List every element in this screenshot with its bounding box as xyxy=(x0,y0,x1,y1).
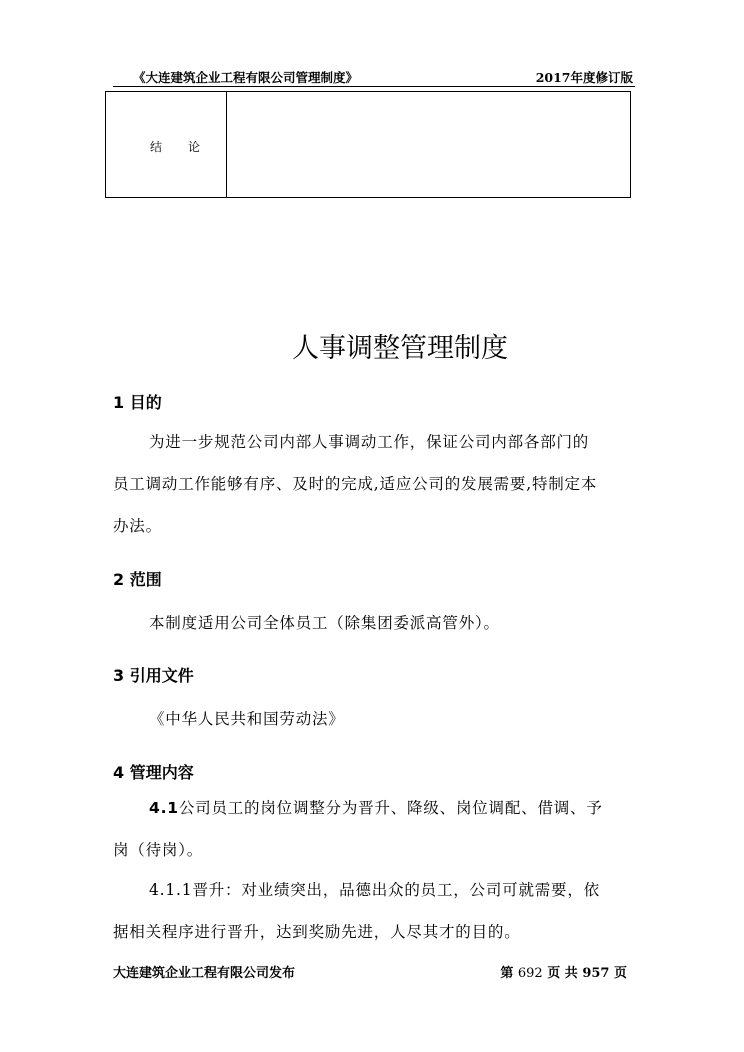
item-4-1-line-2: 岗（待岗）。 xyxy=(113,841,204,859)
scope-text: 本制度适用公司全体员工（除集团委派高管外）。 xyxy=(149,614,500,632)
item-4-1-text: 公司员工的岗位调整分为晋升、降级、岗位调配、借调、予 xyxy=(178,799,603,817)
item-4-1-1-line-2: 据相关程序进行晋升，达到奖励先进，人尽其才的目的。 xyxy=(113,923,521,941)
document-title-text: 人事调整管理制度 xyxy=(292,333,508,364)
section-heading-references: 3 引用文件 xyxy=(113,666,194,685)
footer-publisher: 大连建筑企业工程有限公司发布 xyxy=(113,966,296,981)
item-4-1-1-line-1: 4.1.1晋升：对业绩突出，品德出众的员工，公司可就需要，依 xyxy=(149,881,600,899)
footer-page-number xyxy=(500,962,627,981)
item-4-1-number: 4.1 xyxy=(149,799,179,817)
section-heading-scope: 2 范围 xyxy=(113,570,162,589)
page-prefix: 第 xyxy=(500,966,514,981)
header-revision: 2017年度修订版 xyxy=(535,70,633,85)
table-column-divider xyxy=(226,92,227,197)
header-document-name: 《大连建筑企业工程有限公司管理制度》 xyxy=(133,70,359,85)
purpose-line-1: 为进一步规范公司内部人事调动工作，保证公司内部各部门的 xyxy=(149,433,590,451)
content-paragraph-4-1-1 xyxy=(113,869,635,953)
conclusion-table xyxy=(105,91,631,198)
purpose-paragraph xyxy=(113,421,635,547)
conclusion-label: 结论 xyxy=(150,140,227,154)
purpose-line-2: 员工调动工作能够有序、及时的完成,适应公司的发展需要,特制定本 xyxy=(113,475,598,493)
page-suffix: 页 xyxy=(613,966,627,981)
section-heading-purpose: 1 目的 xyxy=(113,393,162,412)
document-title xyxy=(0,326,744,365)
section-heading-content: 4 管理内容 xyxy=(113,763,194,782)
item-4-1-line-1 xyxy=(113,787,635,829)
references-paragraph xyxy=(113,698,635,740)
scope-paragraph xyxy=(113,602,635,644)
page-total: 957 xyxy=(582,966,610,981)
page-middle: 页 共 xyxy=(547,966,578,981)
purpose-line-3: 办法。 xyxy=(113,517,162,535)
content-paragraph-4-1 xyxy=(113,787,635,871)
reference-text: 《中华人民共和国劳动法》 xyxy=(149,710,345,728)
page-current: 692 xyxy=(517,966,543,981)
page-header xyxy=(113,66,635,87)
